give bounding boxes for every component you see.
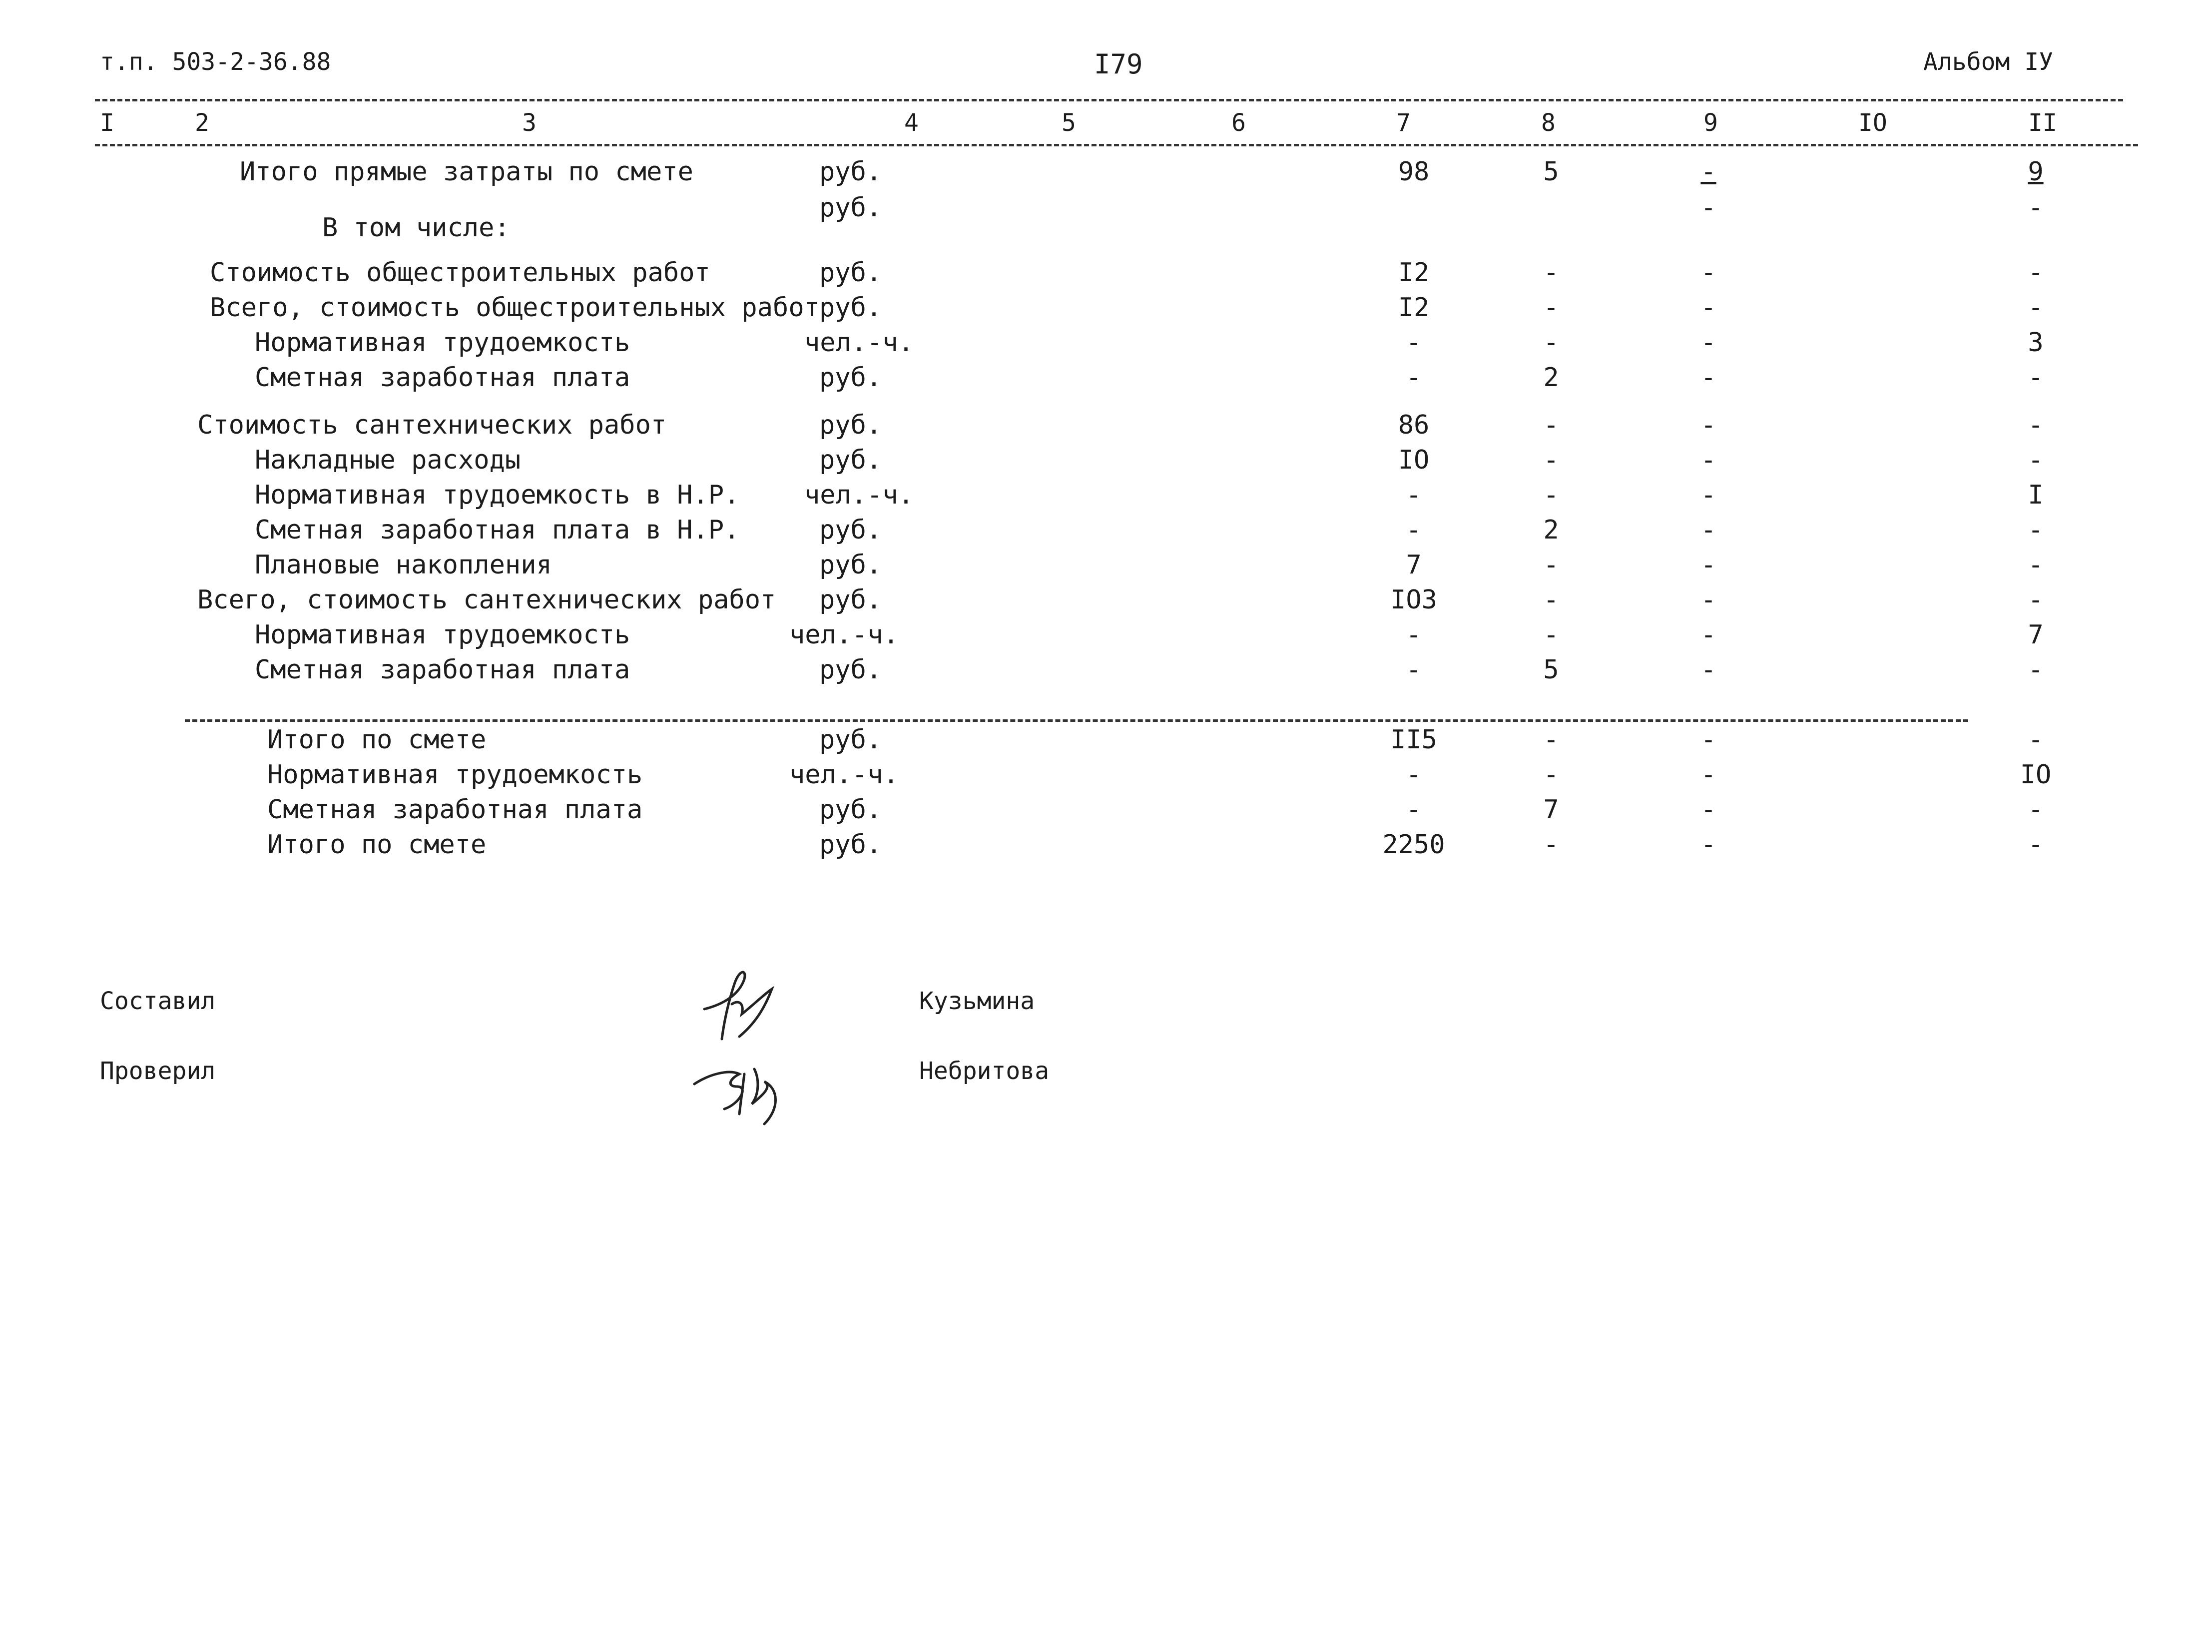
- row-value-c9: -: [1700, 760, 1716, 790]
- row-value-c8: -: [1543, 480, 1559, 510]
- row-value-c11: -: [2028, 515, 2044, 545]
- row-value-c9: -: [1700, 328, 1716, 358]
- row-value-c9: -: [1700, 445, 1716, 475]
- row-name: Стоимость сантехнических работ: [197, 410, 667, 440]
- row-value-c11: -: [2028, 550, 2044, 580]
- row-unit: руб.: [819, 410, 882, 440]
- row-unit: чел.-ч.: [804, 480, 914, 510]
- row-value-c9: -: [1700, 620, 1716, 650]
- row-value-c11: 7: [2028, 620, 2044, 650]
- row-unit: чел.-ч.: [789, 760, 899, 790]
- row-value-c9: -: [1700, 410, 1716, 440]
- row-name: Стоимость общестроительных работ: [210, 258, 710, 288]
- row-value-c7: -: [1406, 515, 1422, 545]
- row-value-c9: -: [1700, 293, 1716, 323]
- row-unit: руб.: [819, 363, 882, 393]
- row-value-c9: -: [1700, 550, 1716, 580]
- row-value-c7: IO: [1398, 445, 1430, 475]
- row-name: Итого по смете: [267, 830, 487, 860]
- row-value-c7: -: [1406, 760, 1422, 790]
- row-value-c8: 7: [1543, 795, 1559, 825]
- column-number: 8: [1541, 109, 1556, 137]
- column-number: 9: [1703, 109, 1718, 137]
- totals-separator-rule: [185, 719, 1968, 722]
- row-value-c11: -: [2028, 585, 2044, 615]
- row-value-c7: 98: [1398, 157, 1430, 187]
- row-value-c9: -: [1700, 585, 1716, 615]
- row-unit: руб.: [819, 585, 882, 615]
- row-name: Сметная заработная плата в Н.Р.: [255, 515, 740, 545]
- album-label: Альбом IУ: [1923, 48, 2054, 76]
- row-value-c8: -: [1543, 830, 1559, 860]
- row-value-c9: -: [1700, 830, 1716, 860]
- column-number: 7: [1396, 109, 1411, 137]
- row-value-c8: 2: [1543, 515, 1559, 545]
- header-top-rule: [95, 99, 2123, 101]
- row-value-c11: -: [2028, 363, 2044, 393]
- row-value-c11: -: [2028, 830, 2044, 860]
- row-unit: руб.: [819, 293, 882, 323]
- column-number: 4: [904, 109, 919, 137]
- column-number: 6: [1231, 109, 1246, 137]
- row-value-c8: -: [1543, 293, 1559, 323]
- row-value-c7: -: [1406, 480, 1422, 510]
- column-number: 2: [195, 109, 209, 137]
- checked-by-label: Проверил: [100, 1057, 216, 1085]
- row-value-c7: -: [1406, 328, 1422, 358]
- row-unit: руб.: [819, 550, 882, 580]
- row-unit: чел.-ч.: [804, 328, 914, 358]
- page-number: I79: [1094, 48, 1143, 80]
- row-value-c9: -: [1700, 363, 1716, 393]
- row-value-c11: -: [2028, 193, 2044, 223]
- column-number: 5: [1062, 109, 1076, 137]
- row-value-c8: -: [1543, 445, 1559, 475]
- row-value-c11: I: [2028, 480, 2044, 510]
- row-value-c11: -: [2028, 445, 2044, 475]
- row-name: В том числе:: [322, 213, 510, 243]
- row-unit: руб.: [819, 515, 882, 545]
- row-value-c8: -: [1543, 760, 1559, 790]
- row-value-c9: -: [1700, 193, 1716, 223]
- column-number: I: [100, 109, 114, 137]
- row-value-c11: -: [2028, 725, 2044, 755]
- row-name: Всего, стоимость сантехнических работ: [197, 585, 776, 615]
- row-value-c8: 5: [1543, 157, 1559, 187]
- row-value-c9: -: [1700, 157, 1716, 187]
- row-value-c7: -: [1406, 795, 1422, 825]
- row-value-c7: I2: [1398, 258, 1430, 288]
- row-value-c9: -: [1700, 515, 1716, 545]
- column-number: IO: [1858, 109, 1887, 137]
- compiled-by-name: Кузьмина: [919, 987, 1035, 1015]
- row-unit: руб.: [819, 258, 882, 288]
- row-value-c8: -: [1543, 258, 1559, 288]
- row-value-c7: -: [1406, 620, 1422, 650]
- row-unit: руб.: [819, 725, 882, 755]
- row-name: Всего, стоимость общестроительных работ: [210, 293, 820, 323]
- row-name: Сметная заработная плата: [255, 363, 630, 393]
- header-bottom-rule: [95, 144, 2138, 146]
- row-name: Нормативная трудоемкость: [255, 328, 630, 358]
- row-unit: чел.-ч.: [789, 620, 899, 650]
- row-unit: руб.: [819, 157, 882, 187]
- row-value-c8: -: [1543, 550, 1559, 580]
- row-unit: руб.: [819, 655, 882, 685]
- row-name: Нормативная трудоемкость: [267, 760, 643, 790]
- row-unit: руб.: [819, 193, 882, 223]
- row-name: Нормативная трудоемкость в Н.Р.: [255, 480, 740, 510]
- row-value-c7: 86: [1398, 410, 1430, 440]
- row-value-c11: -: [2028, 258, 2044, 288]
- row-value-c7: 2250: [1382, 830, 1445, 860]
- row-value-c11: 3: [2028, 328, 2044, 358]
- row-name: Плановые накопления: [255, 550, 552, 580]
- row-value-c8: -: [1543, 585, 1559, 615]
- row-value-c7: I2: [1398, 293, 1430, 323]
- row-name: Сметная заработная плата: [255, 655, 630, 685]
- row-value-c9: -: [1700, 725, 1716, 755]
- row-value-c7: 7: [1406, 550, 1422, 580]
- row-value-c9: -: [1700, 480, 1716, 510]
- row-name: Нормативная трудоемкость: [255, 620, 630, 650]
- row-value-c11: -: [2028, 655, 2044, 685]
- row-value-c9: -: [1700, 655, 1716, 685]
- row-unit: руб.: [819, 445, 882, 475]
- column-number: II: [2028, 109, 2057, 137]
- row-value-c11: -: [2028, 410, 2044, 440]
- row-value-c7: IO3: [1390, 585, 1437, 615]
- compiled-by-label: Составил: [100, 987, 216, 1015]
- row-value-c11: 9: [2028, 157, 2044, 187]
- row-value-c8: -: [1543, 328, 1559, 358]
- row-value-c7: II5: [1390, 725, 1437, 755]
- row-value-c8: 5: [1543, 655, 1559, 685]
- row-value-c8: -: [1543, 725, 1559, 755]
- row-value-c8: -: [1543, 620, 1559, 650]
- checked-signature: [684, 1039, 794, 1129]
- checked-by-name: Небритова: [919, 1057, 1050, 1085]
- row-value-c9: -: [1700, 258, 1716, 288]
- document-number: т.п. 503-2-36.88: [100, 48, 331, 76]
- row-name: Накладные расходы: [255, 445, 521, 475]
- row-name: Итого прямые затраты по смете: [240, 157, 693, 187]
- row-value-c11: -: [2028, 293, 2044, 323]
- row-value-c9: -: [1700, 795, 1716, 825]
- column-number: 3: [522, 109, 537, 137]
- row-value-c11: IO: [2020, 760, 2052, 790]
- row-name: Сметная заработная плата: [267, 795, 643, 825]
- row-value-c11: -: [2028, 795, 2044, 825]
- row-value-c8: 2: [1543, 363, 1559, 393]
- row-value-c7: -: [1406, 655, 1422, 685]
- row-unit: руб.: [819, 830, 882, 860]
- row-value-c7: -: [1406, 363, 1422, 393]
- row-unit: руб.: [819, 795, 882, 825]
- row-name: Итого по смете: [267, 725, 487, 755]
- row-value-c8: -: [1543, 410, 1559, 440]
